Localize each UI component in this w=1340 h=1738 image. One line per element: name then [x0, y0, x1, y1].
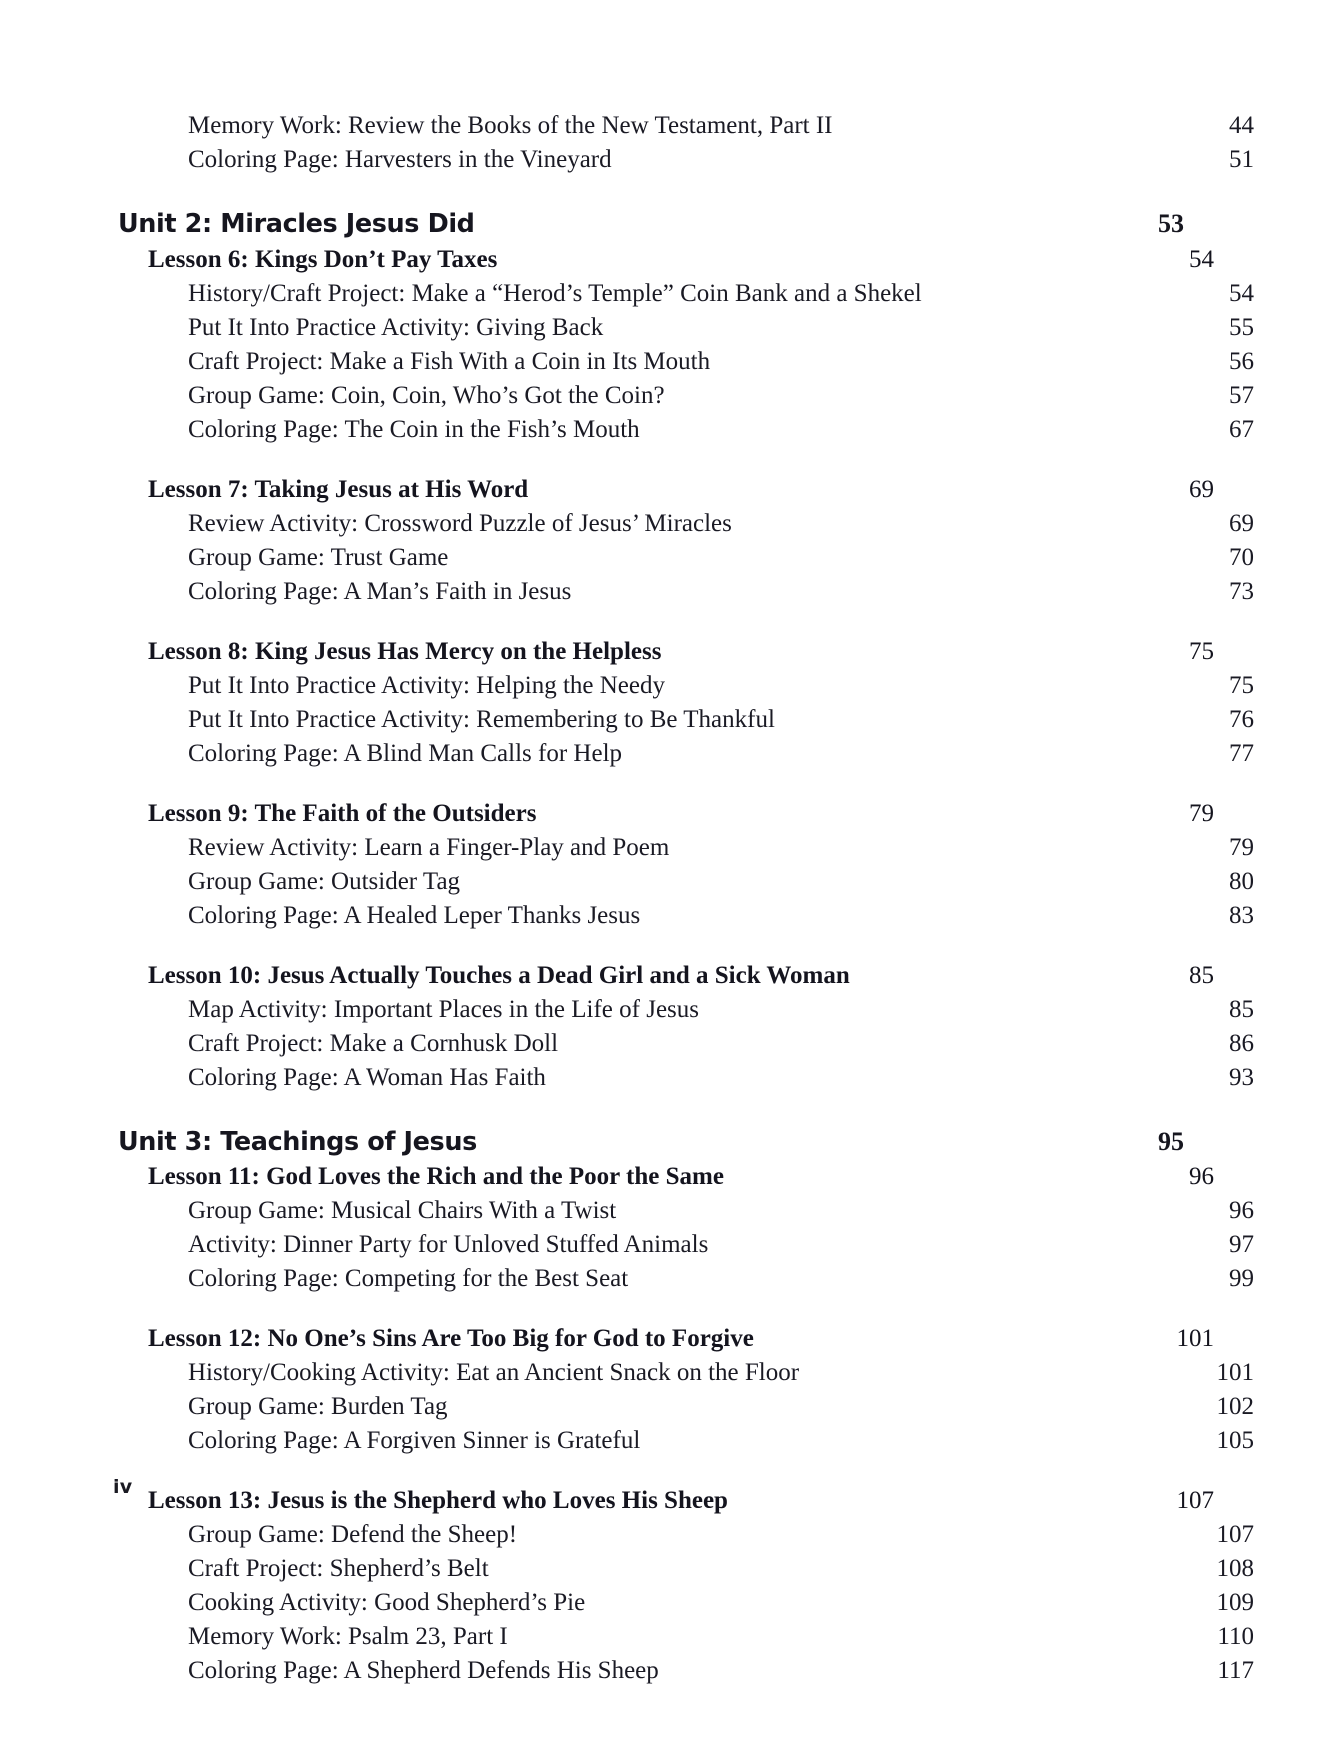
toc-entry-label: Coloring Page: A Man’s Faith in Jesus — [188, 577, 572, 605]
toc-entry-item[interactable] — [188, 511, 1254, 536]
toc-entry-item[interactable] — [188, 383, 1254, 408]
toc-entry-item[interactable] — [188, 741, 1254, 766]
toc-entry-label: Cooking Activity: Good Shepherd’s Pie — [188, 1589, 586, 1616]
toc-entry-label: History/Craft Project: Make a “Herod’s Temple” Coin Bank and a Shekel — [188, 279, 922, 307]
toc-entry-label: Group Game: Musical Chairs With a Twist — [188, 1197, 617, 1224]
toc-entry-page-number: 55 — [1229, 313, 1254, 341]
toc-entry-label: History/Cooking Activity: Eat an Ancient Snack on the Floor — [188, 1359, 800, 1386]
toc-entry-lesson[interactable] — [148, 801, 1214, 826]
toc-entry-page-number: 99 — [1229, 1265, 1254, 1292]
toc-entry-unit[interactable] — [118, 211, 1184, 238]
toc-entry-item[interactable] — [188, 1232, 1254, 1257]
toc-entry-label: Map Activity: Important Places in the Life of Jesus — [188, 995, 700, 1023]
section-spacer — [118, 1453, 1184, 1479]
toc-entry-page-number: 97 — [1229, 1231, 1254, 1258]
toc-entry-page-number: 109 — [1216, 1589, 1254, 1616]
section-spacer — [118, 1090, 1184, 1120]
toc-entry-item[interactable] — [188, 579, 1254, 604]
toc-entry-label: Craft Project: Make a Fish With a Coin in Its Mouth — [188, 347, 711, 375]
toc-entry-label: Coloring Page: A Shepherd Defends His Sheep — [188, 1657, 659, 1684]
toc-entry-label: Coloring Page: A Blind Man Calls for Help — [188, 739, 623, 767]
toc-entry-page-number: 86 — [1229, 1029, 1254, 1057]
toc-entry-item[interactable] — [188, 673, 1254, 698]
toc-entry-page-number: 107 — [1216, 1521, 1254, 1548]
toc-entry-page-number: 110 — [1217, 1623, 1254, 1650]
page-folio: iv — [113, 1476, 133, 1498]
toc-entry-label: Lesson 9: The Faith of the Outsiders — [148, 799, 537, 827]
toc-entry-page-number: 69 — [1189, 475, 1214, 503]
section-spacer — [118, 442, 1184, 468]
toc-entry-label: Group Game: Trust Game — [188, 543, 449, 571]
toc-entry-page-number: 101 — [1176, 1325, 1214, 1352]
toc-entry-page-number: 77 — [1229, 739, 1254, 767]
toc-entry-item[interactable] — [188, 835, 1254, 860]
toc-entry-label: Coloring Page: A Healed Leper Thanks Jesus — [188, 901, 641, 929]
toc-entry-item[interactable] — [188, 1624, 1254, 1649]
toc-entry-page-number: 108 — [1216, 1555, 1254, 1582]
toc-entry-label: Lesson 11: God Loves the Rich and the Poor the Same — [148, 1163, 724, 1190]
toc-entry-label: Coloring Page: The Coin in the Fish’s Mouth — [188, 415, 640, 443]
toc-entry-label: Review Activity: Crossword Puzzle of Jesus’ Miracles — [188, 509, 732, 537]
toc-entry-item[interactable] — [188, 1658, 1254, 1683]
toc-entry-label: Group Game: Outsider Tag — [188, 867, 461, 895]
table-of-contents — [118, 104, 1254, 1684]
toc-entry-item[interactable] — [188, 1266, 1254, 1291]
toc-entry-page-number: 83 — [1229, 901, 1254, 929]
section-spacer — [118, 928, 1184, 954]
toc-entry-label: Lesson 6: Kings Don’t Pay Taxes — [148, 245, 498, 273]
toc-entry-item[interactable] — [188, 1360, 1254, 1385]
toc-entry-item[interactable] — [188, 707, 1254, 732]
toc-entry-label: Put It Into Practice Activity: Remembering to Be Thankful — [188, 705, 775, 733]
toc-entry-item[interactable] — [188, 869, 1254, 894]
toc-entry-label: Craft Project: Shepherd’s Belt — [188, 1555, 489, 1582]
toc-entry-label: Coloring Page: A Woman Has Faith — [188, 1063, 546, 1091]
toc-entry-page-number: 73 — [1229, 577, 1254, 605]
section-spacer — [118, 604, 1184, 630]
section-spacer — [118, 1291, 1184, 1317]
toc-entry-page-number: 67 — [1229, 415, 1254, 443]
toc-entry-page-number: 101 — [1216, 1359, 1254, 1386]
toc-entry-item[interactable] — [188, 903, 1254, 928]
toc-entry-page-number: 69 — [1229, 509, 1254, 537]
toc-entry-label: Lesson 12: No One’s Sins Are Too Big for God to Forgive — [148, 1325, 754, 1352]
toc-entry-item[interactable] — [188, 147, 1254, 172]
toc-entry-label: Lesson 7: Taking Jesus at His Word — [148, 475, 529, 503]
toc-entry-label: Group Game: Defend the Sheep! — [188, 1521, 518, 1548]
toc-entry-page-number: 85 — [1229, 995, 1254, 1023]
toc-entry-label: Lesson 8: King Jesus Has Mercy on the Helpless — [148, 637, 662, 665]
toc-entry-label: Memory Work: Review the Books of the New Testament, Part II — [188, 112, 833, 139]
toc-entry-item[interactable] — [188, 1522, 1254, 1547]
toc-entry-item[interactable] — [188, 545, 1254, 570]
toc-entry-page-number: 79 — [1229, 833, 1254, 861]
toc-entry-page-number: 75 — [1189, 637, 1214, 665]
toc-entry-label: Craft Project: Make a Cornhusk Doll — [188, 1029, 559, 1057]
toc-entry-label: Unit 2: Miracles Jesus Did — [118, 209, 475, 239]
toc-entry-page-number: 54 — [1229, 279, 1254, 307]
toc-entry-page-number: 105 — [1216, 1427, 1254, 1454]
toc-entry-page-number: 117 — [1217, 1657, 1254, 1684]
toc-entry-page-number: 44 — [1229, 112, 1254, 139]
toc-entry-lesson[interactable] — [148, 1164, 1214, 1189]
toc-entry-lesson[interactable] — [148, 477, 1214, 502]
toc-entry-label: Coloring Page: Harvesters in the Vineyard — [188, 146, 612, 173]
section-spacer — [118, 172, 1184, 202]
toc-entry-item[interactable] — [188, 1031, 1254, 1056]
toc-entry-label: Activity: Dinner Party for Unloved Stuffed Animals — [188, 1231, 709, 1258]
toc-entry-page-number: 54 — [1189, 245, 1214, 273]
toc-entry-page-number: 70 — [1229, 543, 1254, 571]
toc-entry-page-number: 96 — [1189, 1163, 1214, 1190]
toc-entry-item[interactable] — [188, 1590, 1254, 1615]
toc-entry-label: Lesson 13: Jesus is the Shepherd who Loves His Sheep — [148, 1487, 728, 1514]
toc-entry-page-number: 107 — [1176, 1487, 1214, 1514]
toc-entry-page-number: 95 — [1158, 1126, 1184, 1156]
toc-entry-label: Group Game: Coin, Coin, Who’s Got the Coin? — [188, 381, 665, 409]
toc-entry-lesson[interactable] — [148, 639, 1214, 664]
toc-entry-lesson[interactable] — [148, 1326, 1214, 1351]
toc-entry-item[interactable] — [188, 349, 1254, 374]
toc-entry-page-number: 102 — [1216, 1393, 1254, 1420]
toc-entry-item[interactable] — [188, 1428, 1254, 1453]
toc-entry-item[interactable] — [188, 1198, 1254, 1223]
toc-entry-item[interactable] — [188, 1556, 1254, 1581]
toc-entry-item[interactable] — [188, 1065, 1254, 1090]
toc-entry-page-number: 57 — [1229, 381, 1254, 409]
toc-entry-lesson[interactable] — [148, 1488, 1214, 1513]
toc-entry-lesson[interactable] — [148, 963, 1214, 988]
toc-entry-page-number: 96 — [1229, 1197, 1254, 1224]
toc-entry-label: Group Game: Burden Tag — [188, 1393, 448, 1420]
toc-entry-page-number: 79 — [1189, 799, 1214, 827]
section-spacer — [118, 766, 1184, 792]
toc-entry-label: Review Activity: Learn a Finger-Play and Poem — [188, 833, 670, 861]
toc-entry-label: Unit 3: Teachings of Jesus — [118, 1126, 477, 1157]
toc-entry-item[interactable] — [188, 281, 1254, 306]
toc-entry-lesson[interactable] — [148, 247, 1214, 272]
toc-entry-item[interactable] — [188, 315, 1254, 340]
toc-entry-label: Put It Into Practice Activity: Helping the Needy — [188, 671, 665, 699]
toc-entry-page-number: 76 — [1229, 705, 1254, 733]
toc-entry-page-number: 53 — [1158, 209, 1184, 238]
toc-entry-item[interactable] — [188, 417, 1254, 442]
toc-entry-item[interactable] — [188, 997, 1254, 1022]
toc-entry-label: Lesson 10: Jesus Actually Touches a Dead Girl and a Sick Woman — [148, 961, 850, 989]
toc-entry-page-number: 56 — [1229, 347, 1254, 375]
toc-entry-item[interactable] — [188, 1394, 1254, 1419]
toc-entry-label: Put It Into Practice Activity: Giving Back — [188, 313, 604, 341]
toc-entry-label: Coloring Page: Competing for the Best Seat — [188, 1265, 629, 1292]
toc-entry-page-number: 85 — [1189, 961, 1214, 989]
toc-entry-page-number: 51 — [1229, 146, 1254, 173]
toc-entry-unit[interactable] — [118, 1126, 1184, 1157]
toc-entry-page-number: 80 — [1229, 867, 1254, 895]
toc-entry-page-number: 75 — [1229, 671, 1254, 699]
toc-entry-label: Memory Work: Psalm 23, Part I — [188, 1623, 508, 1650]
toc-entry-item[interactable] — [188, 113, 1254, 138]
toc-entry-page-number: 93 — [1229, 1063, 1254, 1091]
toc-entry-label: Coloring Page: A Forgiven Sinner is Grateful — [188, 1427, 641, 1454]
